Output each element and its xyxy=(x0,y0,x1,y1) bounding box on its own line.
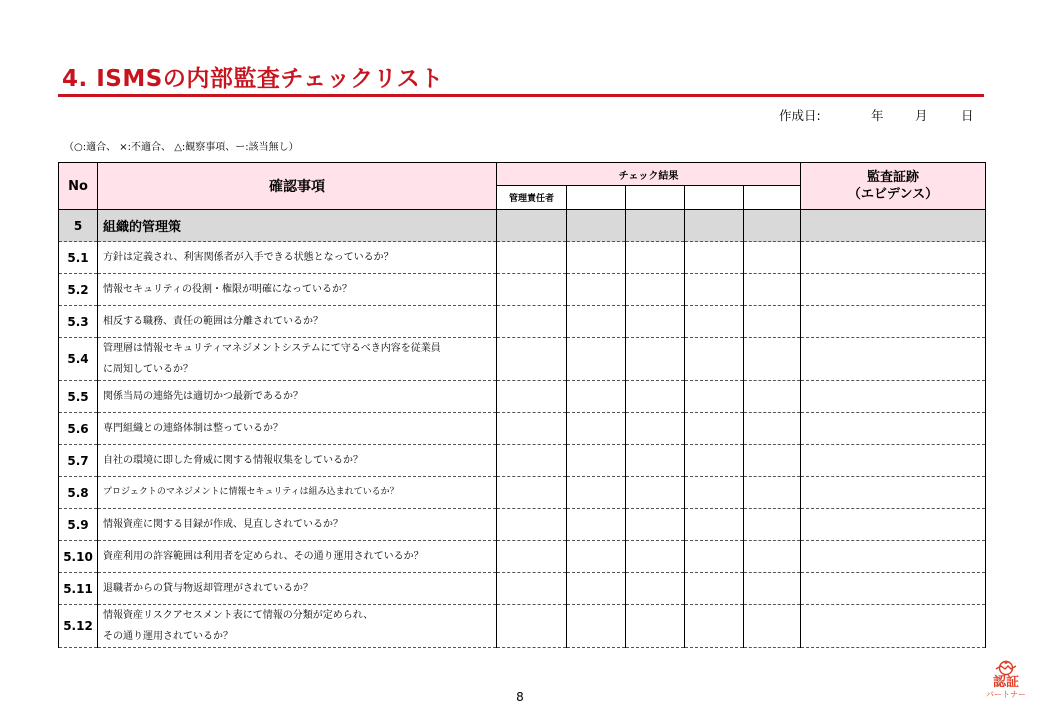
item-number: 5.1 xyxy=(59,242,98,274)
column-header-no: No xyxy=(59,163,98,210)
check-result-cell[interactable] xyxy=(567,242,626,274)
title-underline xyxy=(58,94,984,97)
check-item-text xyxy=(98,477,497,509)
section-cell xyxy=(497,210,567,242)
item-number: 5.11 xyxy=(59,573,98,605)
check-result-cell[interactable] xyxy=(744,541,801,573)
check-result-cell[interactable] xyxy=(744,338,801,381)
manager-check-cell[interactable] xyxy=(497,338,567,381)
check-result-cell[interactable] xyxy=(744,509,801,541)
check-item-line: 情報セキュリティの役割・権限が明確になっているか？ xyxy=(103,284,352,295)
section-row xyxy=(59,210,986,242)
check-item-line: 専門組織との連絡体制は整っているか？ xyxy=(103,423,283,434)
evidence-cell[interactable] xyxy=(801,541,986,573)
evidence-cell[interactable] xyxy=(801,573,986,605)
check-result-cell[interactable] xyxy=(567,509,626,541)
section-cell xyxy=(626,210,685,242)
check-item-line: 管理層は情報セキュリティマネジメントシステムにて守るべき内容を従業員 xyxy=(103,343,441,354)
logo-text-main: 認証 xyxy=(992,675,1019,690)
manager-check-cell[interactable] xyxy=(497,509,567,541)
check-result-cell[interactable] xyxy=(685,445,744,477)
check-result-cell[interactable] xyxy=(744,381,801,413)
page-number: 8 xyxy=(516,690,524,704)
item-number: 5.9 xyxy=(59,509,98,541)
section-cell xyxy=(801,210,986,242)
manager-check-cell[interactable] xyxy=(497,477,567,509)
table-header-row xyxy=(59,163,986,186)
check-result-cell[interactable] xyxy=(567,477,626,509)
check-item-text xyxy=(98,509,497,541)
table-row xyxy=(59,541,986,573)
check-result-cell[interactable] xyxy=(744,605,801,648)
evidence-cell[interactable] xyxy=(801,413,986,445)
creation-date xyxy=(700,106,980,124)
date-label: 作成日: xyxy=(779,108,821,123)
table-row xyxy=(59,381,986,413)
item-number: 5.4 xyxy=(59,338,98,381)
table-row xyxy=(59,509,986,541)
check-item-line: 相反する職務、責任の範囲は分離されているか？ xyxy=(103,316,323,327)
item-number: 5.6 xyxy=(59,413,98,445)
check-result-cell[interactable] xyxy=(626,413,685,445)
check-result-cell[interactable] xyxy=(626,477,685,509)
check-item-line: プロジェクトのマネジメントに情報セキュリティは組み込まれているか？ xyxy=(103,487,399,497)
check-result-cell[interactable] xyxy=(626,541,685,573)
table-row xyxy=(59,306,986,338)
section-cell xyxy=(567,210,626,242)
check-result-cell[interactable] xyxy=(744,306,801,338)
check-result-cell[interactable] xyxy=(744,477,801,509)
evidence-cell[interactable] xyxy=(801,338,986,381)
logo-text-sub: パートナー xyxy=(986,690,1026,699)
column-header-manager: 管理責任者 xyxy=(497,186,567,210)
check-item-text xyxy=(98,338,497,381)
check-item-text xyxy=(98,573,497,605)
check-result-cell[interactable] xyxy=(685,509,744,541)
date-day-label: 日 xyxy=(961,108,974,123)
column-header-check-result: チェック結果 xyxy=(497,163,801,186)
check-result-cell[interactable] xyxy=(685,338,744,381)
manager-check-cell[interactable] xyxy=(497,381,567,413)
check-result-cell[interactable] xyxy=(626,445,685,477)
manager-check-cell[interactable] xyxy=(497,242,567,274)
table-row xyxy=(59,413,986,445)
check-result-cell[interactable] xyxy=(567,605,626,648)
section-title: 組織的管理策 xyxy=(98,210,497,242)
check-result-cell[interactable] xyxy=(567,573,626,605)
check-item-line: 方針は定義され、利害関係者が入手できる状態となっているか？ xyxy=(103,252,394,263)
table-row xyxy=(59,477,986,509)
table-row xyxy=(59,573,986,605)
item-number: 5.5 xyxy=(59,381,98,413)
manager-check-cell[interactable] xyxy=(497,541,567,573)
evidence-cell[interactable] xyxy=(801,381,986,413)
item-number: 5.10 xyxy=(59,541,98,573)
check-result-cell[interactable] xyxy=(685,381,744,413)
evidence-cell[interactable] xyxy=(801,605,986,648)
item-number: 5.7 xyxy=(59,445,98,477)
item-number: 5.2 xyxy=(59,274,98,306)
check-item-line: 関係当局の連絡先は適切かつ最新であるか？ xyxy=(103,391,303,402)
section-cell xyxy=(744,210,801,242)
check-result-cell[interactable] xyxy=(744,445,801,477)
company-logo xyxy=(984,660,1028,699)
check-result-cell[interactable] xyxy=(744,274,801,306)
check-result-cell[interactable] xyxy=(626,306,685,338)
evidence-cell[interactable] xyxy=(801,274,986,306)
page-title: 4. ISMSの内部監査チェックリスト xyxy=(62,66,444,92)
check-result-cell[interactable] xyxy=(626,381,685,413)
check-result-cell[interactable] xyxy=(567,413,626,445)
check-item-text xyxy=(98,242,497,274)
check-result-cell[interactable] xyxy=(626,274,685,306)
check-result-cell[interactable] xyxy=(626,605,685,648)
check-item-line: 自社の環境に即した脅威に関する情報収集をしているか？ xyxy=(103,455,363,466)
section-cell xyxy=(685,210,744,242)
check-result-cell[interactable] xyxy=(626,242,685,274)
check-item-text xyxy=(98,274,497,306)
manager-check-cell[interactable] xyxy=(497,573,567,605)
manager-check-cell[interactable] xyxy=(497,274,567,306)
check-column-header xyxy=(567,186,626,210)
manager-check-cell[interactable] xyxy=(497,413,567,445)
item-number: 5.8 xyxy=(59,477,98,509)
check-result-cell[interactable] xyxy=(685,306,744,338)
column-header-evidence xyxy=(801,163,986,210)
check-result-cell[interactable] xyxy=(685,541,744,573)
manager-check-cell[interactable] xyxy=(497,306,567,338)
check-result-cell[interactable] xyxy=(626,573,685,605)
check-item-line: その通り運用されているか？ xyxy=(103,631,233,642)
check-item-line: 資産利用の許容範囲は利用者を定められ、その通り運用されているか？ xyxy=(103,551,424,562)
check-column-header xyxy=(685,186,744,210)
check-result-cell[interactable] xyxy=(685,477,744,509)
evidence-subtitle: （エビデンス） xyxy=(847,187,939,202)
check-result-cell[interactable] xyxy=(685,242,744,274)
check-item-text xyxy=(98,381,497,413)
check-result-cell[interactable] xyxy=(744,242,801,274)
evidence-cell[interactable] xyxy=(801,445,986,477)
check-item-line: 退職者からの貸与物返却管理がされているか？ xyxy=(103,583,313,594)
check-result-cell[interactable] xyxy=(626,509,685,541)
handshake-icon xyxy=(995,660,1017,676)
check-item-line: に周知しているか？ xyxy=(103,364,193,375)
checklist-table xyxy=(58,162,986,648)
item-number: 5.3 xyxy=(59,306,98,338)
check-result-cell[interactable] xyxy=(744,413,801,445)
table-row xyxy=(59,274,986,306)
column-header-item: 確認事項 xyxy=(98,163,497,210)
check-result-cell[interactable] xyxy=(626,338,685,381)
check-item-text xyxy=(98,413,497,445)
check-result-cell[interactable] xyxy=(567,306,626,338)
check-result-cell[interactable] xyxy=(685,573,744,605)
table-row xyxy=(59,605,986,648)
check-item-line: 情報資産に関する目録が作成、見直しされているか？ xyxy=(103,519,343,530)
check-item-text xyxy=(98,541,497,573)
table-row xyxy=(59,242,986,274)
check-result-cell[interactable] xyxy=(567,381,626,413)
check-item-line: 情報資産リスクアセスメント表にて情報の分類が定められ、 xyxy=(103,610,374,621)
check-item-text xyxy=(98,605,497,648)
check-result-cell[interactable] xyxy=(567,445,626,477)
manager-check-cell[interactable] xyxy=(497,445,567,477)
date-year-label: 年 xyxy=(871,108,884,123)
check-column-header xyxy=(744,186,801,210)
evidence-cell[interactable] xyxy=(801,306,986,338)
check-column-header xyxy=(626,186,685,210)
item-number: 5.12 xyxy=(59,605,98,648)
check-item-text xyxy=(98,306,497,338)
manager-check-cell[interactable] xyxy=(497,605,567,648)
check-result-cell[interactable] xyxy=(567,274,626,306)
result-legend: （○:適合、 ×:不適合、 △:観察事項、ー:該当無し） xyxy=(64,142,299,153)
evidence-title: 監査証跡 xyxy=(866,170,919,185)
check-result-cell[interactable] xyxy=(685,274,744,306)
check-result-cell[interactable] xyxy=(685,605,744,648)
check-result-cell[interactable] xyxy=(567,541,626,573)
evidence-cell[interactable] xyxy=(801,509,986,541)
check-result-cell[interactable] xyxy=(567,338,626,381)
date-month-label: 月 xyxy=(915,108,928,123)
evidence-cell[interactable] xyxy=(801,477,986,509)
check-result-cell[interactable] xyxy=(685,413,744,445)
evidence-cell[interactable] xyxy=(801,242,986,274)
table-row xyxy=(59,445,986,477)
check-item-text xyxy=(98,445,497,477)
check-result-cell[interactable] xyxy=(744,573,801,605)
section-number: 5 xyxy=(59,210,98,242)
table-row xyxy=(59,338,986,381)
